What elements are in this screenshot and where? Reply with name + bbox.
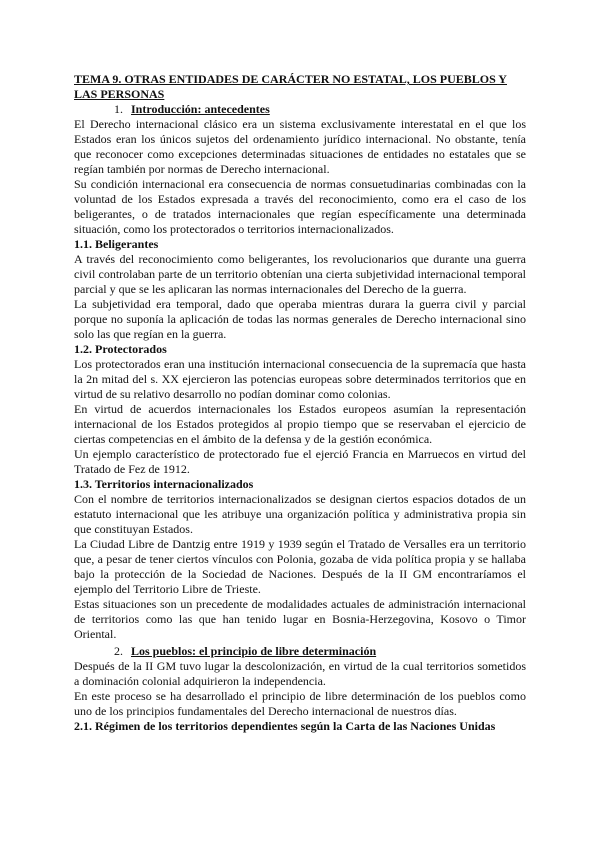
paragraph: Su condición internacional era consecuencia de normas consuetudinarias combinadas con la voluntad de los Estados expresada a través del reconocimiento, como era el caso de los beligerantes, o de tratados internacionales que regían específicamente una determinada situación, como los protectorados o territorios internacionalizados. xyxy=(74,177,526,236)
paragraph: En este proceso se ha desarrollado el principio de libre determinación de los pueblos como uno de los principios fundamentales del Derecho internacional de nuestros días. xyxy=(74,689,526,718)
paragraph: En virtud de acuerdos internacionales los Estados europeos asumían la representación internacional de los Estados protegidos al propio tiempo que se reservaban el ejercicio de ciertas competencias en el ámbito de la defensa y de la gestión económica. xyxy=(74,402,526,446)
paragraph: Un ejemplo característico de protectorado fue el ejerció Francia en Marruecos en virtud del Tratado de Fez de 1912. xyxy=(74,447,526,476)
paragraph: El Derecho internacional clásico era un sistema exclusivamente interestatal en el que los Estados eran los únicos sujetos del ordenamiento jurídico internacional. No obstante, tenía que reconocer como excepciones determinadas situaciones de entidades no estatales que se regían también por normas de Derecho internacional. xyxy=(74,117,526,176)
paragraph: Los protectorados eran una institución internacional consecuencia de la supremacía que hasta la 2n mitad del s. XX ejercieron las potencias europeas sobre determinados territorios que en virtud de su relativo desarrollo no podían dominar como colonias. xyxy=(74,357,526,401)
section-2-title: Los pueblos: el principio de libre determinación xyxy=(131,644,377,658)
subsection-2-1-heading: 2.1. Régimen de los territorios dependientes según la Carta de las Naciones Unidas xyxy=(74,719,496,733)
paragraph: Estas situaciones son un precedente de modalidades actuales de administración internacional de territorios como las que han tenido lugar en Bosnia-Herzegovina, Kosovo o Timor Oriental. xyxy=(74,597,526,641)
paragraph: Con el nombre de territorios internacionalizados se designan ciertos espacios dotados de un estatuto internacional que les atribuye una organización política y administrativa propia sin que constituyan Estados. xyxy=(74,492,526,536)
paragraph: La Ciudad Libre de Dantzig entre 1919 y 1939 según el Tratado de Versalles era un territorio que, a pesar de tener ciertos vínculos con Polonia, gozaba de vida política propia y se hallaba bajo la protección de la Sociedad de Naciones. Después de la II GM encontraríamos el ejemplo del Territorio Libre de Trieste. xyxy=(74,537,526,596)
section-2-number: 2. xyxy=(114,644,123,658)
document-title: TEMA 9. OTRAS ENTIDADES DE CARÁCTER NO ESTATAL, LOS PUEBLOS Y LAS PERSONAS xyxy=(74,72,507,101)
section-2-heading xyxy=(114,644,526,659)
subsection-1-2-heading: 1.2. Protectorados xyxy=(74,342,167,356)
section-1-number: 1. xyxy=(114,102,123,116)
paragraph: Después de la II GM tuvo lugar la descolonización, en virtud de la cual territorios sometidos a dominación colonial adquirieron la independencia. xyxy=(74,659,526,688)
subsection-1-1-heading: 1.1. Beligerantes xyxy=(74,237,159,251)
paragraph: A través del reconocimiento como beligerantes, los revolucionarios que durante una guerra civil controlaban parte de un territorio obtenían una cierta subjetividad internacional temporal parcial y que se les aplicaran las normas internacionales del Derecho de la guerra. xyxy=(74,252,526,296)
subsection-1-3-heading: 1.3. Territorios internacionalizados xyxy=(74,477,254,491)
paragraph: La subjetividad era temporal, dado que operaba mientras durara la guerra civil y parcial porque no suponía la aplicación de todas las normas generales de Derecho internacional sino solo las que regían en la guerra. xyxy=(74,297,526,341)
section-1-heading xyxy=(114,102,526,117)
section-1-title: Introducción: antecedentes xyxy=(131,102,270,116)
